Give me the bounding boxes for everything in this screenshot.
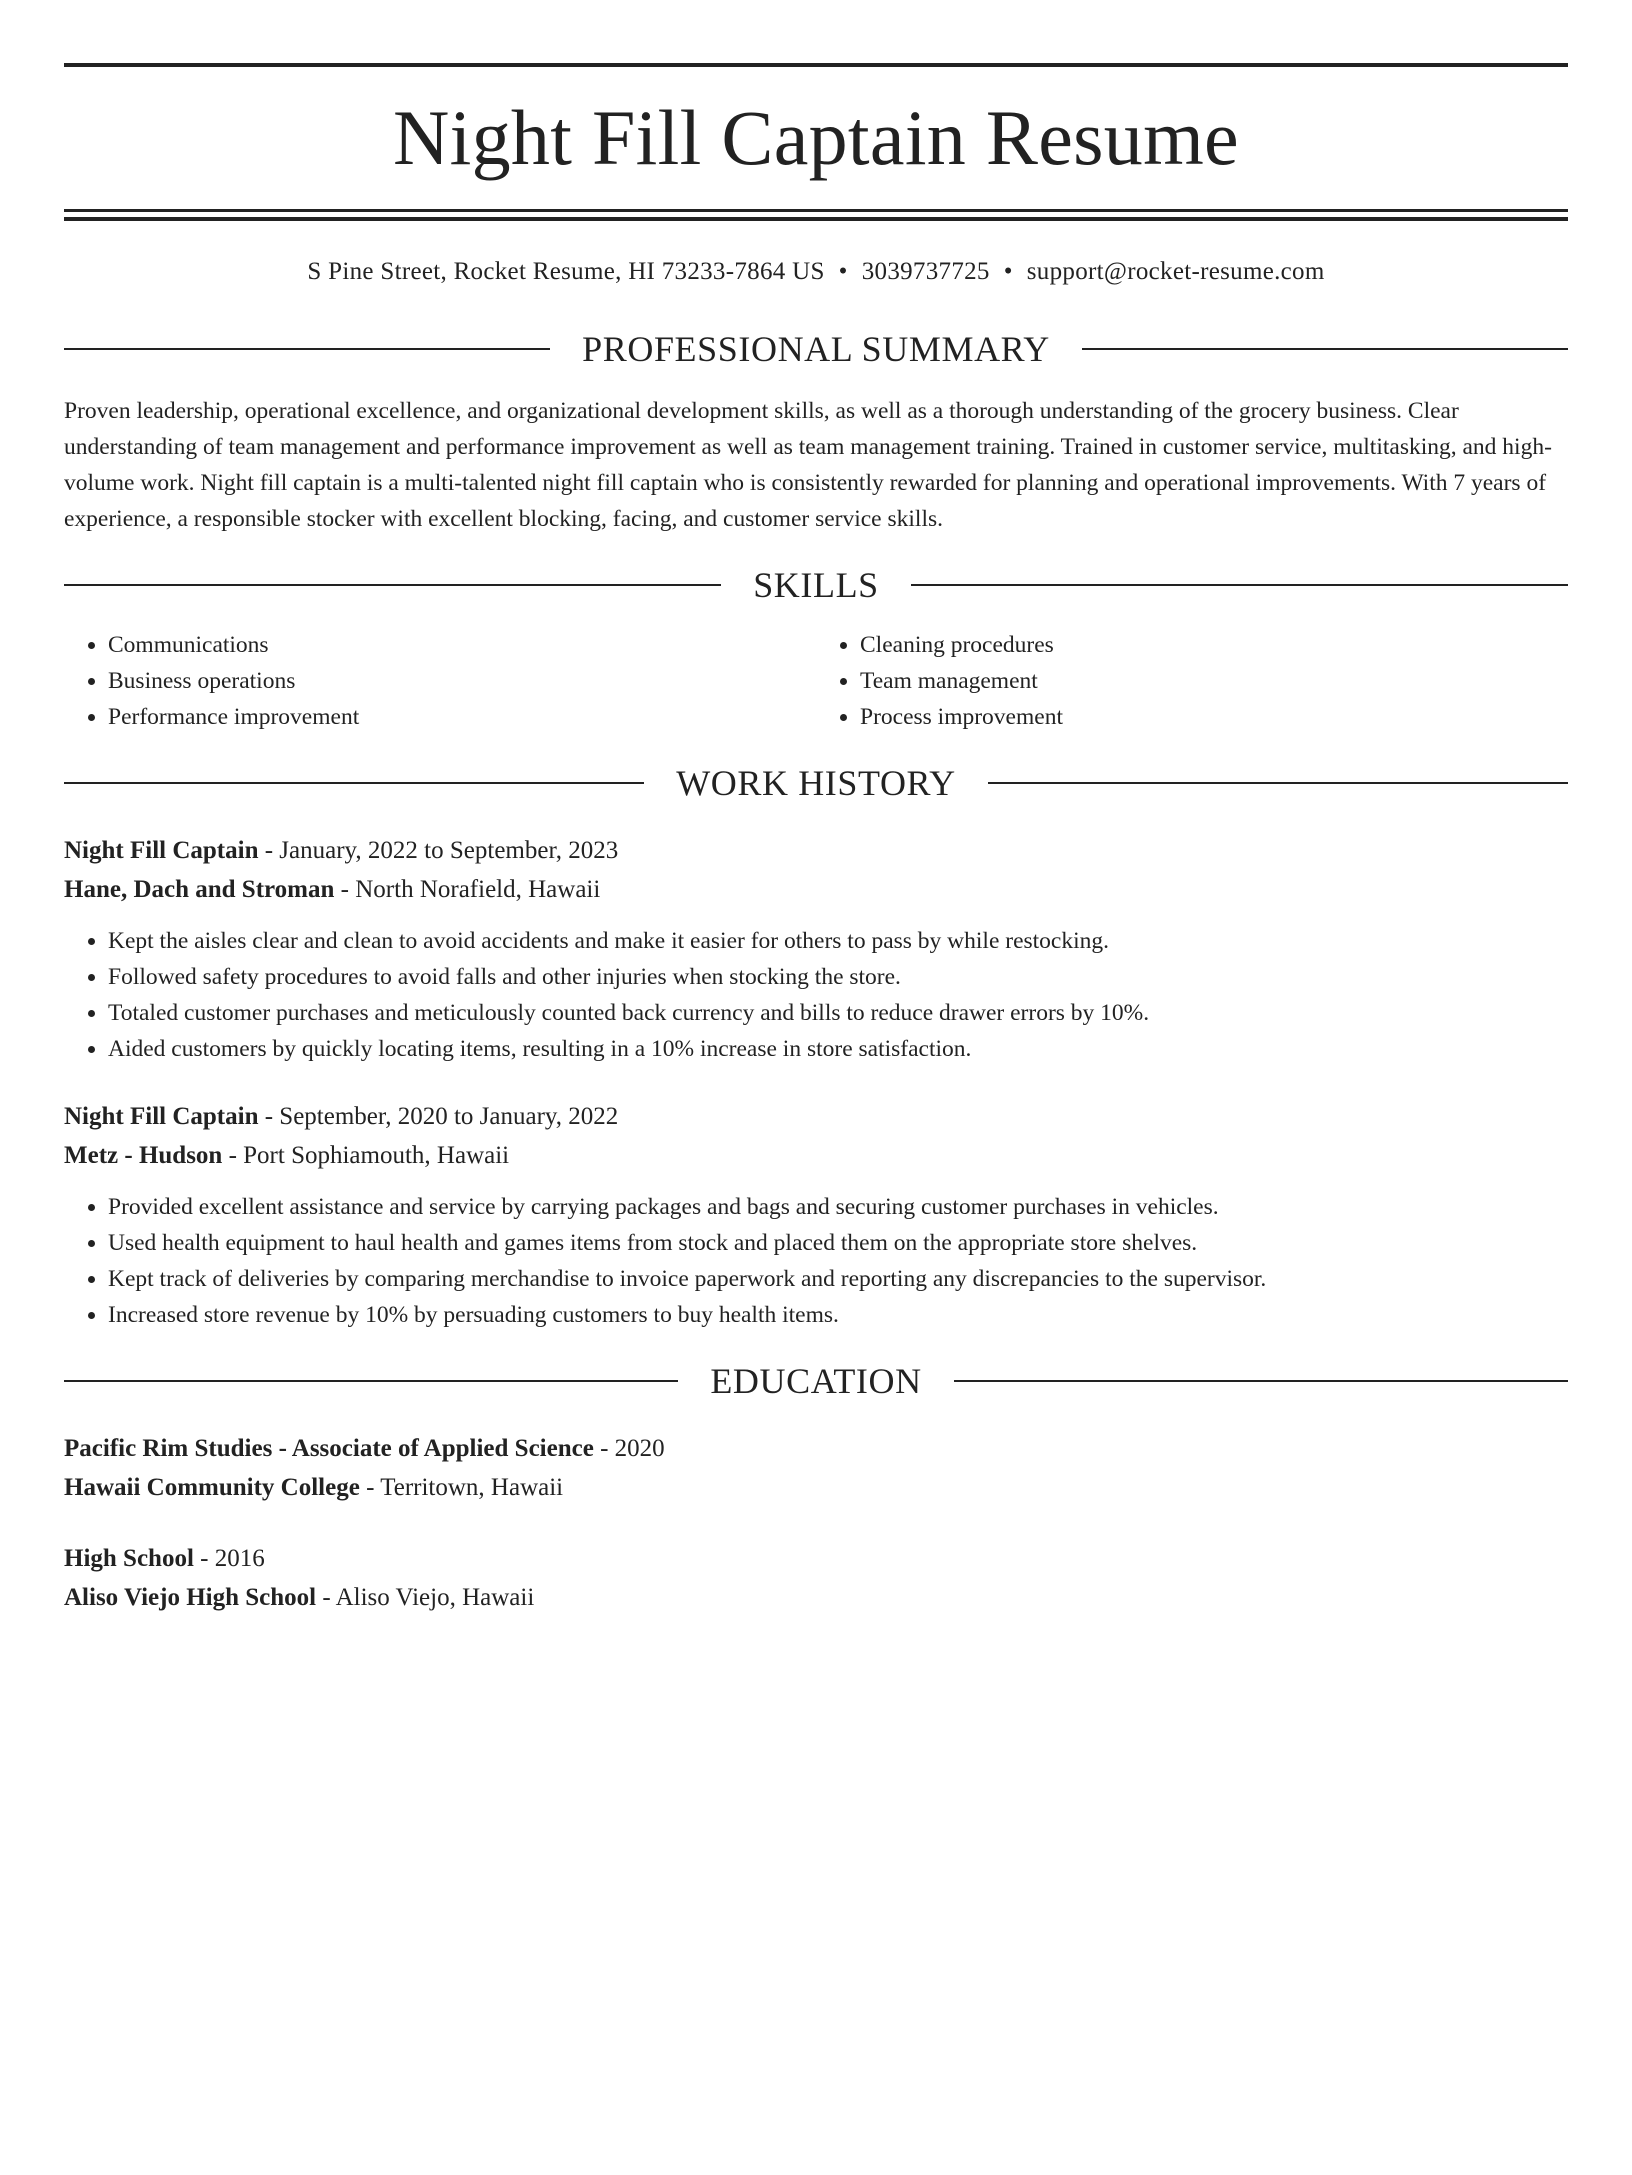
education-degree: Pacific Rim Studies - Associate of Applied Science (64, 1435, 594, 1462)
education-school-line (64, 1578, 1568, 1617)
job-entry (64, 831, 1568, 1067)
job-bullet: • Followed safety procedures to avoid falls and other injuries when stocking the store. (108, 959, 1568, 995)
education-location: - Aliso Viejo, Hawaii (316, 1584, 535, 1611)
job-bullet: • Kept track of deliveries by comparing merchandise to invoice paperwork and reporting any discrepancies to the supervisor. (108, 1261, 1568, 1297)
job-title: Night Fill Captain (64, 1103, 259, 1130)
job-company-line (64, 1136, 1568, 1175)
job-bullet: • Kept the aisles clear and clean to avoid accidents and make it easier for others to pass by while restocking. (108, 923, 1568, 959)
title-double-rule (64, 209, 1568, 221)
skill-item: • Communications (108, 627, 816, 663)
heading-rule-left (64, 1380, 678, 1382)
contact-line (64, 257, 1568, 287)
job-company-line (64, 870, 1568, 909)
page-title: Night Fill Captain Resume (393, 94, 1239, 181)
job-dates: - September, 2020 to January, 2022 (258, 1103, 619, 1130)
heading-rule-right (911, 584, 1568, 586)
job-bullet: • Provided excellent assistance and service by carrying packages and bags and securing customer purchases in vehicles. (108, 1189, 1568, 1225)
job-dates: - January, 2022 to September, 2023 (258, 837, 619, 864)
heading-rule-right (954, 1380, 1568, 1382)
section-title: WORK HISTORY (676, 763, 956, 803)
contact-phone: 3039737725 (861, 258, 990, 285)
education-degree-line (64, 1539, 1568, 1578)
skill-item: • Process improvement (860, 699, 1568, 735)
skills-column-right (816, 627, 1568, 735)
section-title: PROFESSIONAL SUMMARY (582, 329, 1050, 369)
job-entry (64, 1097, 1568, 1333)
skills-list (64, 627, 1568, 735)
job-company: Metz - Hudson (64, 1142, 223, 1169)
education-degree: High School (64, 1545, 194, 1572)
contact-address: S Pine Street, Rocket Resume, HI 73233-7864 US (307, 258, 825, 285)
skill-item: • Cleaning procedures (860, 627, 1568, 663)
section-heading-summary (64, 331, 1568, 367)
education-location: - Territown, Hawaii (359, 1474, 564, 1501)
skills-column-left (64, 627, 816, 735)
education-school: Hawaii Community College (64, 1474, 360, 1501)
job-title-line (64, 831, 1568, 870)
heading-rule-right (988, 782, 1568, 784)
education-entry (64, 1429, 1568, 1507)
heading-rule-left (64, 584, 721, 586)
contact-separator: • (838, 258, 848, 285)
heading-rule-left (64, 348, 550, 350)
education-school: Aliso Viejo High School (64, 1584, 317, 1611)
resume-page (0, 63, 1632, 2175)
education-entry (64, 1539, 1568, 1617)
skill-item: • Performance improvement (108, 699, 816, 735)
heading-rule-left (64, 782, 644, 784)
job-location: - Port Sophiamouth, Hawaii (222, 1142, 510, 1169)
job-bullets (64, 1189, 1568, 1333)
job-title-line (64, 1097, 1568, 1136)
section-heading-work (64, 765, 1568, 801)
section-heading-education (64, 1363, 1568, 1399)
education-year: - 2020 (593, 1435, 665, 1462)
job-title: Night Fill Captain (64, 837, 259, 864)
job-bullet: • Totaled customer purchases and meticulously counted back currency and bills to reduce drawer errors by 10%. (108, 995, 1568, 1031)
heading-rule-right (1082, 348, 1568, 350)
job-bullet: • Increased store revenue by 10% by persuading customers to buy health items. (108, 1297, 1568, 1333)
contact-separator: • (1003, 258, 1013, 285)
education-degree-line (64, 1429, 1568, 1468)
skill-item: • Business operations (108, 663, 816, 699)
contact-email: support@rocket-resume.com (1026, 258, 1325, 285)
job-bullet: • Used health equipment to haul health and games items from stock and placed them on the appropriate store shelves. (108, 1225, 1568, 1261)
skill-item: • Team management (860, 663, 1568, 699)
section-title: EDUCATION (710, 1361, 922, 1401)
section-title: SKILLS (753, 565, 879, 605)
section-heading-skills (64, 567, 1568, 603)
education-school-line (64, 1468, 1568, 1507)
summary-paragraph: Proven leadership, operational excellence, and organizational development skills, as well as a thorough understanding of the grocery business. Clear understanding of team management and performance improvement as well as team management training. Trained in customer service, multitasking, and high-volume work. Night fill captain is a multi-talented night fill captain who is consistently rewarded for planning and operational improvements. With 7 years of experience, a responsible stocker with excellent blocking, facing, and customer service skills. (64, 398, 1552, 532)
job-bullets (64, 923, 1568, 1067)
top-rule (64, 63, 1568, 67)
education-year: - 2016 (193, 1545, 265, 1572)
job-location: - North Norafield, Hawaii (334, 876, 601, 903)
job-bullet: • Aided customers by quickly locating items, resulting in a 10% increase in store satisfaction. (108, 1031, 1568, 1067)
job-company: Hane, Dach and Stroman (64, 876, 335, 903)
